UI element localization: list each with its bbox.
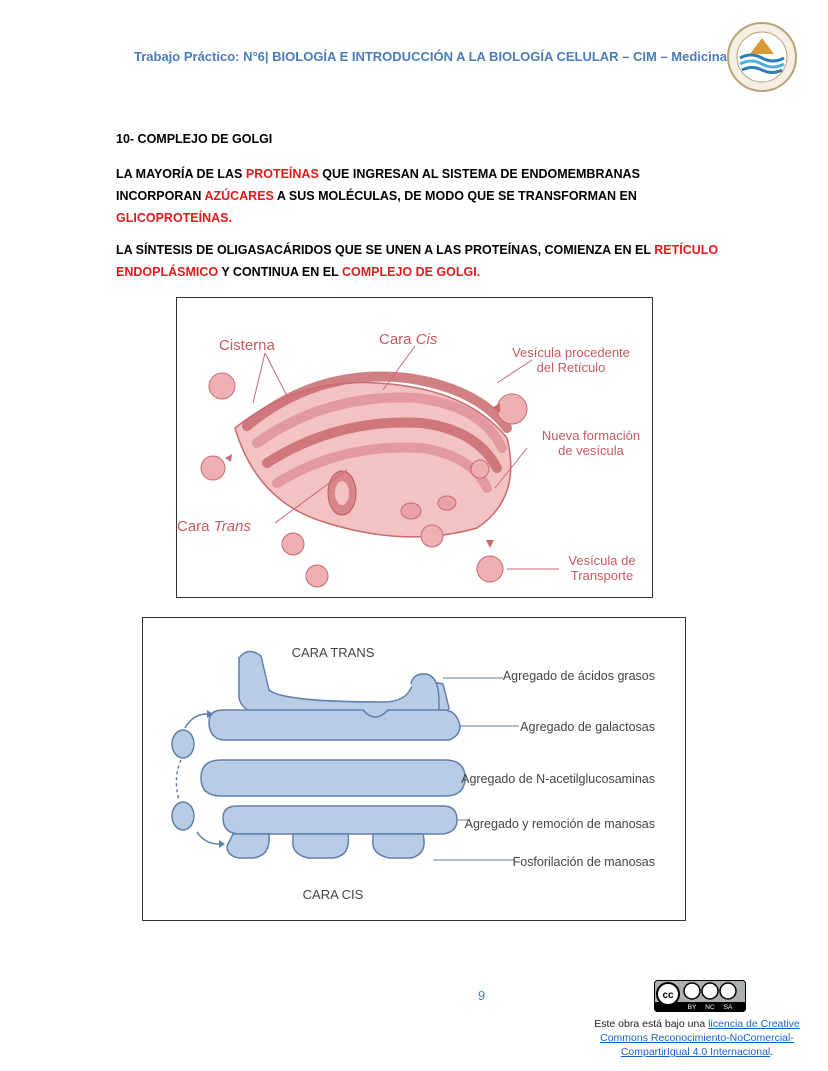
svg-text:BY: BY [687,1004,697,1011]
cc-license-badge[interactable] [654,980,746,1012]
label-cara-trans-schematic: CARA TRANS [291,645,375,660]
keyword-endoplasmico: ENDOPLÁSMICO [116,265,219,279]
step-label: Agregado y remoción de manosas [464,817,655,831]
vesicle-lower [172,802,194,830]
step-label: Agregado de galactosas [520,720,655,734]
label-nueva-formacion-2: de vesícula [558,443,624,458]
keyword-reticulo: RETÍCULO [654,243,719,257]
by-icon [684,983,700,999]
golgi-schematic [143,618,685,920]
label-cara-trans: Cara Trans [177,518,251,535]
page-header: Trabajo Práctico: N°6| BIOLOGÍA E INTRODUCCIÓN A LA BIOLOGÍA CELULAR – CIM – Medicina [134,49,727,64]
paragraph-2: LA SÍNTESIS DE OLIGASACÁRIDOS QUE SE UNEN A LAS PROTEÍNAS, COMIENZA EN EL RETÍCULO ENDOPLÁSMICO Y CONTINUA EN EL COMPLEJO DE GOLGI. [116,243,719,279]
keyword-glicoproteinas: GLICOPROTEÍNAS. [116,211,232,225]
keyword-proteinas: PROTEÍNAS [245,167,319,181]
label-vesicula-procedente-1: Vesícula procedente [512,345,630,360]
label-nueva-formacion-1: Nueva formación [541,428,641,443]
keyword-azucares: AZÚCARES [204,189,274,203]
arrow-upper [185,714,207,728]
sa-icon [720,983,736,999]
label-cara-cis-schematic: CARA CIS [302,887,364,902]
paragraph-1: LA MAYORÍA DE LAS PROTEÍNAS QUE INGRESAN AL SISTEMA DE ENDOMEMBRANAS INCORPORAN AZÚCARES A SUS MOLÉCULAS, DE MODO QUE SE TRANSFORMAN EN GLICOPROTEÍNAS. [116,167,640,225]
vesicle-upper [172,730,194,758]
step-label: Agregado de N-acetilglucosaminas [461,772,655,786]
svg-text:SA: SA [723,1004,733,1011]
svg-text:cc: cc [662,990,674,1001]
step-label: Agregado de ácidos grasos [502,669,655,683]
label-vesicula-transporte-1: Vesícula de [568,553,636,568]
label-cara-cis: Cara Cis [379,331,438,348]
golgi-schematic-figure [142,617,686,921]
label-cisterna: Cisterna [219,337,275,354]
nc-icon [702,983,718,999]
golgi-illustration-figure [176,297,653,598]
golgi-illustration [177,298,652,597]
arrow-lower [197,832,219,844]
section-heading: 10- COMPLEJO DE GOLGI [116,132,273,146]
cisternae [201,647,465,858]
golgi-body-drawing [235,377,511,537]
page-number: 9 [478,988,486,1003]
label-vesicula-procedente-2: del Retículo [536,360,606,375]
step-label: Fosforilación de manosas [512,855,655,869]
label-vesicula-transporte-2: Transporte [570,568,634,583]
svg-text:NC: NC [705,1004,715,1011]
license-link[interactable]: licencia de Creative Commons Reconocimiento-NoComercial-CompartirIgual 4.0 Internacional [600,1018,800,1058]
license-notice: Este obra está bajo una licencia de Creative Commons Reconocimiento-NoComercial-CompartirIgual 4.0 Internacional. [594,1018,800,1058]
university-seal-logo [726,14,798,100]
keyword-complejo-golgi: COMPLEJO DE GOLGI. [341,265,481,279]
